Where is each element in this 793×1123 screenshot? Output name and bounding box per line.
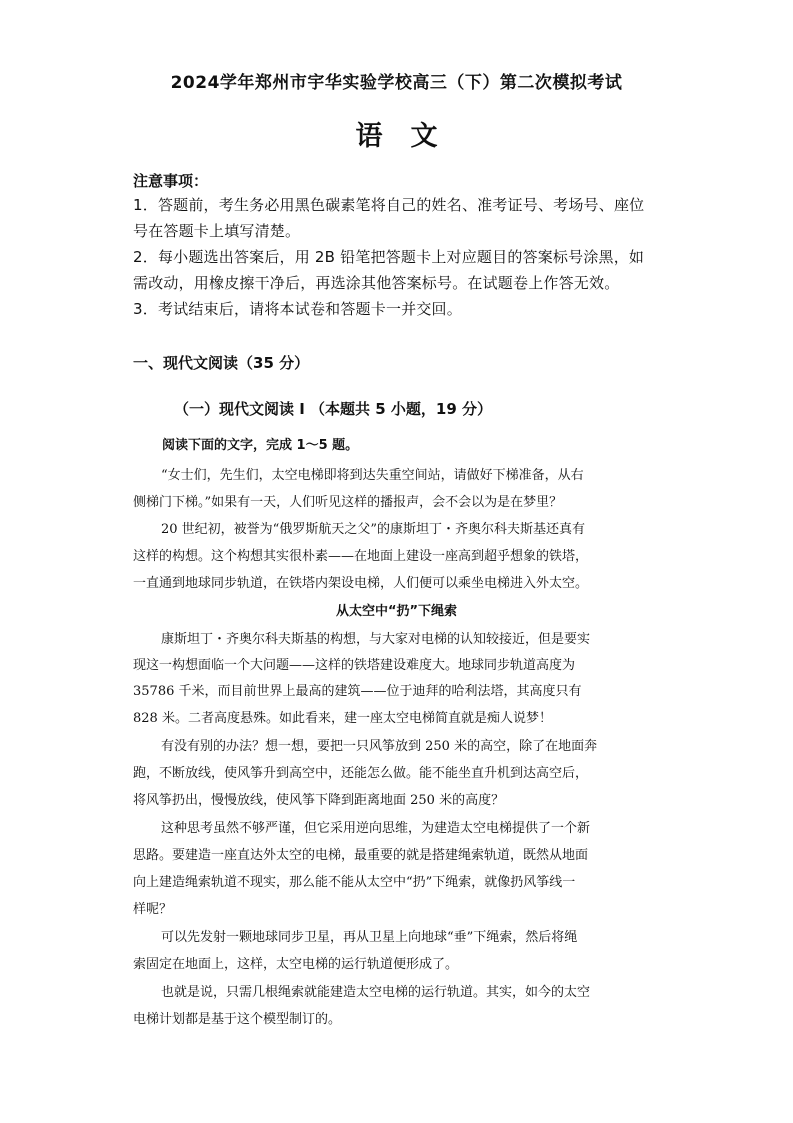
passage-line: “女士们，先生们，太空电梯即将到达失重空间站，请做好下梯准备，从右	[161, 468, 584, 483]
reading-instruction: 阅读下面的文字，完成 1～5 题。	[162, 438, 359, 453]
passage-line: 20 世纪初，被誉为“俄罗斯航天之父”的康斯坦丁・齐奥尔科夫斯基还真有	[161, 522, 585, 537]
notice-heading: 注意事项：	[133, 172, 209, 190]
passage-line: 828 米。二者高度悬殊。如此看来，建一座太空电梯简直就是痴人说梦！	[133, 711, 552, 726]
passage-line: 这样的构想。这个构想其实很朴素——在地面上建设一座高到超乎想象的铁塔，	[133, 549, 589, 564]
passage-line: 一直通到地球同步轨道，在铁塔内架设电梯，人们便可以乘坐电梯进入外太空。	[133, 576, 589, 591]
passage-line: 也就是说，只需几根绳索就能建造太空电梯的运行轨道。其实，如今的太空	[161, 985, 591, 1000]
notice-line: 号在答题卡上填写清楚。	[133, 222, 301, 240]
notice-line: 2．每小题选出答案后，用 2B 铅笔把答题卡上对应题目的答案标号涂黑，如	[133, 248, 645, 266]
notice-line: 1．答题前，考生务必用黑色碳素笔将自己的姓名、准考证号、考场号、座位	[133, 196, 645, 214]
passage-line: 有没有别的办法？想一想，要把一只风筝放到 250 米的高空，除了在地面奔	[161, 739, 598, 754]
section-heading: 一、现代文阅读（35 分）	[133, 354, 310, 372]
passage-line: 将风筝扔出，慢慢放线，使风筝下降到距离地面 250 米的高度？	[133, 793, 505, 808]
passage-line: 样呢？	[133, 902, 173, 917]
subject-char-1: 语	[355, 121, 383, 152]
notice-line: 需改动，用橡皮擦干净后，再选涂其他答案标号。在试题卷上作答无效。	[133, 274, 620, 292]
passage-line: 思路。要建造一座直达外太空的电梯，最重要的就是搭建绳索轨道，既然从地面	[133, 848, 589, 863]
passage-line: 电梯计划都是基于这个模型制订的。	[133, 1012, 342, 1027]
notice-line: 3．考试结束后，请将本试卷和答题卡一并交回。	[133, 300, 462, 318]
passage-line: 跑，不断放线，使风筝升到高空中，还能怎么做。能不能坐直升机到达高空后，	[133, 766, 589, 781]
passage-line: 索固定在地面上，这样，太空电梯的运行轨道便形成了。	[133, 957, 459, 972]
passage-line: 现这一构想面临一个大问题——这样的铁塔建设难度大。地球同步轨道高度为	[133, 658, 576, 673]
article-title: 从太空中“扔”下绳索	[335, 604, 458, 619]
passage-line: 康斯坦丁・齐奥尔科夫斯基的构想，与大家对电梯的认知较接近，但是要实	[161, 632, 591, 647]
subject-title	[0, 114, 793, 153]
passage-line: 这种思考虽然不够严谨，但它采用逆向思维，为建造太空电梯提供了一个新	[161, 821, 591, 836]
sub-heading: （一）现代文阅读 I （本题共 5 小题，19 分）	[174, 400, 493, 418]
exam-title: 2024学年郑州市宇华实验学校高三（下）第二次模拟考试	[170, 73, 623, 93]
subject-char-2: 文	[410, 121, 438, 152]
passage-line: 可以先发射一颗地球同步卫星，再从卫星上向地球“垂”下绳索，然后将绳	[161, 930, 578, 945]
passage-line: 侧梯门下梯。”如果有一天，人们听见这样的播报声，会不会以为是在梦里？	[133, 495, 563, 510]
passage-line: 向上建造绳索轨道不现实，那么能不能从太空中“扔”下绳索，就像扔风筝线一	[133, 875, 576, 890]
passage-line: 35786 千米，而目前世界上最高的建筑——位于迪拜的哈利法塔，其高度只有	[133, 684, 582, 699]
